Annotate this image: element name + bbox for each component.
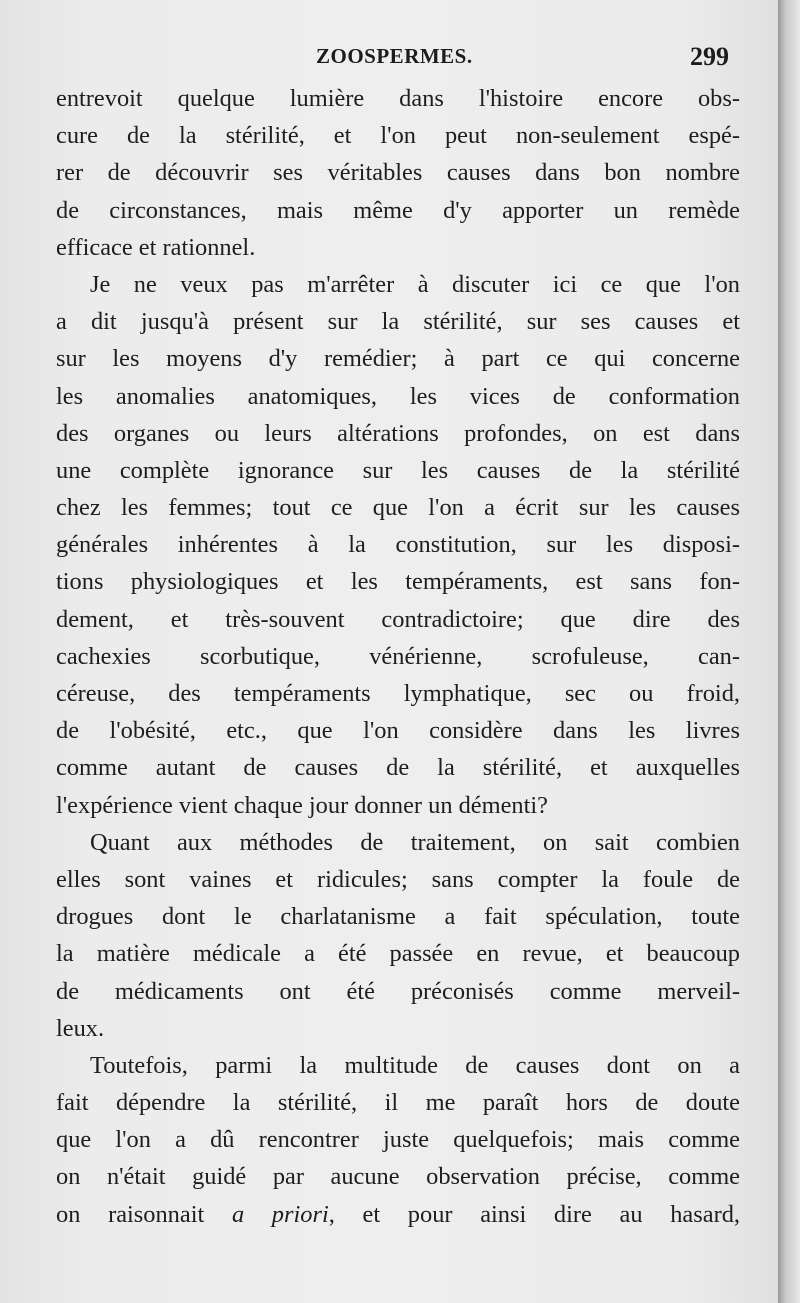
text-line: sur les moyens d'y remédier; à part ce qui concerne [56, 345, 740, 373]
text-line: leux. [56, 1014, 105, 1042]
text-line: générales inhérentes à la constitution, sur les disposi- [56, 531, 740, 559]
text-line: de l'obésité, etc., que l'on considère dans les livres [56, 717, 740, 745]
text-line: dement, et très-souvent contradictoire; que dire des [56, 605, 740, 633]
page-edge-shadow [778, 0, 800, 1303]
text-line: a dit jusqu'à présent sur la stérilité, sur ses causes et [56, 308, 740, 336]
page-header [0, 44, 778, 76]
text-segment: , et pour ainsi dire au hasard, [328, 1200, 740, 1228]
text-line: Toutefois, parmi la multitude de causes dont on a [90, 1051, 740, 1079]
text-line: la matière médicale a été passée en revue, et beaucoup [56, 940, 740, 968]
text-line: cachexies scorbutique, vénérienne, scrofuleuse, can- [56, 642, 740, 670]
running-head: ZOOSPERMES. [316, 44, 473, 68]
text-line: efficace et rationnel. [56, 233, 256, 261]
text-line: fait dépendre la stérilité, il me paraît hors de doute [56, 1089, 740, 1117]
text-line: de médicaments ont été préconisés comme merveil- [56, 977, 740, 1005]
text-line: Quant aux méthodes de traitement, on sait combien [90, 828, 740, 856]
text-line: rer de découvrir ses véritables causes dans bon nombre [56, 159, 740, 187]
text-segment: on raisonnait [56, 1200, 232, 1228]
text-line: tions physiologiques et les tempéraments, est sans fon- [56, 568, 740, 596]
text-line: chez les femmes; tout ce que l'on a écrit sur les causes [56, 494, 740, 522]
text-line: céreuse, des tempéraments lymphatique, sec ou froid, [56, 680, 740, 707]
text-line [56, 1196, 740, 1233]
text-line: une complète ignorance sur les causes de la stérilité [56, 456, 740, 484]
body-text [56, 80, 740, 1233]
text-line: drogues dont le charlatanisme a fait spéculation, toute [56, 903, 740, 931]
text-line: de circonstances, mais même d'y apporter un remède [56, 196, 740, 224]
page-number: 299 [690, 42, 729, 71]
text-line: elles sont vaines et ridicules; sans compter la foule de [56, 865, 740, 893]
text-line: que l'on a dû rencontrer juste quelquefois; mais comme [56, 1126, 740, 1154]
text-line: des organes ou leurs altérations profondes, on est dans [56, 419, 740, 447]
text-line: Je ne veux pas m'arrêter à discuter ici ce que l'on [90, 270, 740, 298]
italic-phrase: a priori [231, 1200, 329, 1228]
text-line: on n'était guidé par aucune observation précise, comme [56, 1163, 740, 1191]
text-line: les anomalies anatomiques, les vices de conformation [56, 382, 740, 410]
text-line: entrevoit quelque lumière dans l'histoire encore obs- [56, 85, 740, 112]
text-line: l'expérience vient chaque jour donner un démenti? [56, 791, 549, 819]
text-line: comme autant de causes de la stérilité, et auxquelles [56, 754, 740, 782]
text-line: cure de la stérilité, et l'on peut non-seulement espé- [56, 122, 740, 150]
